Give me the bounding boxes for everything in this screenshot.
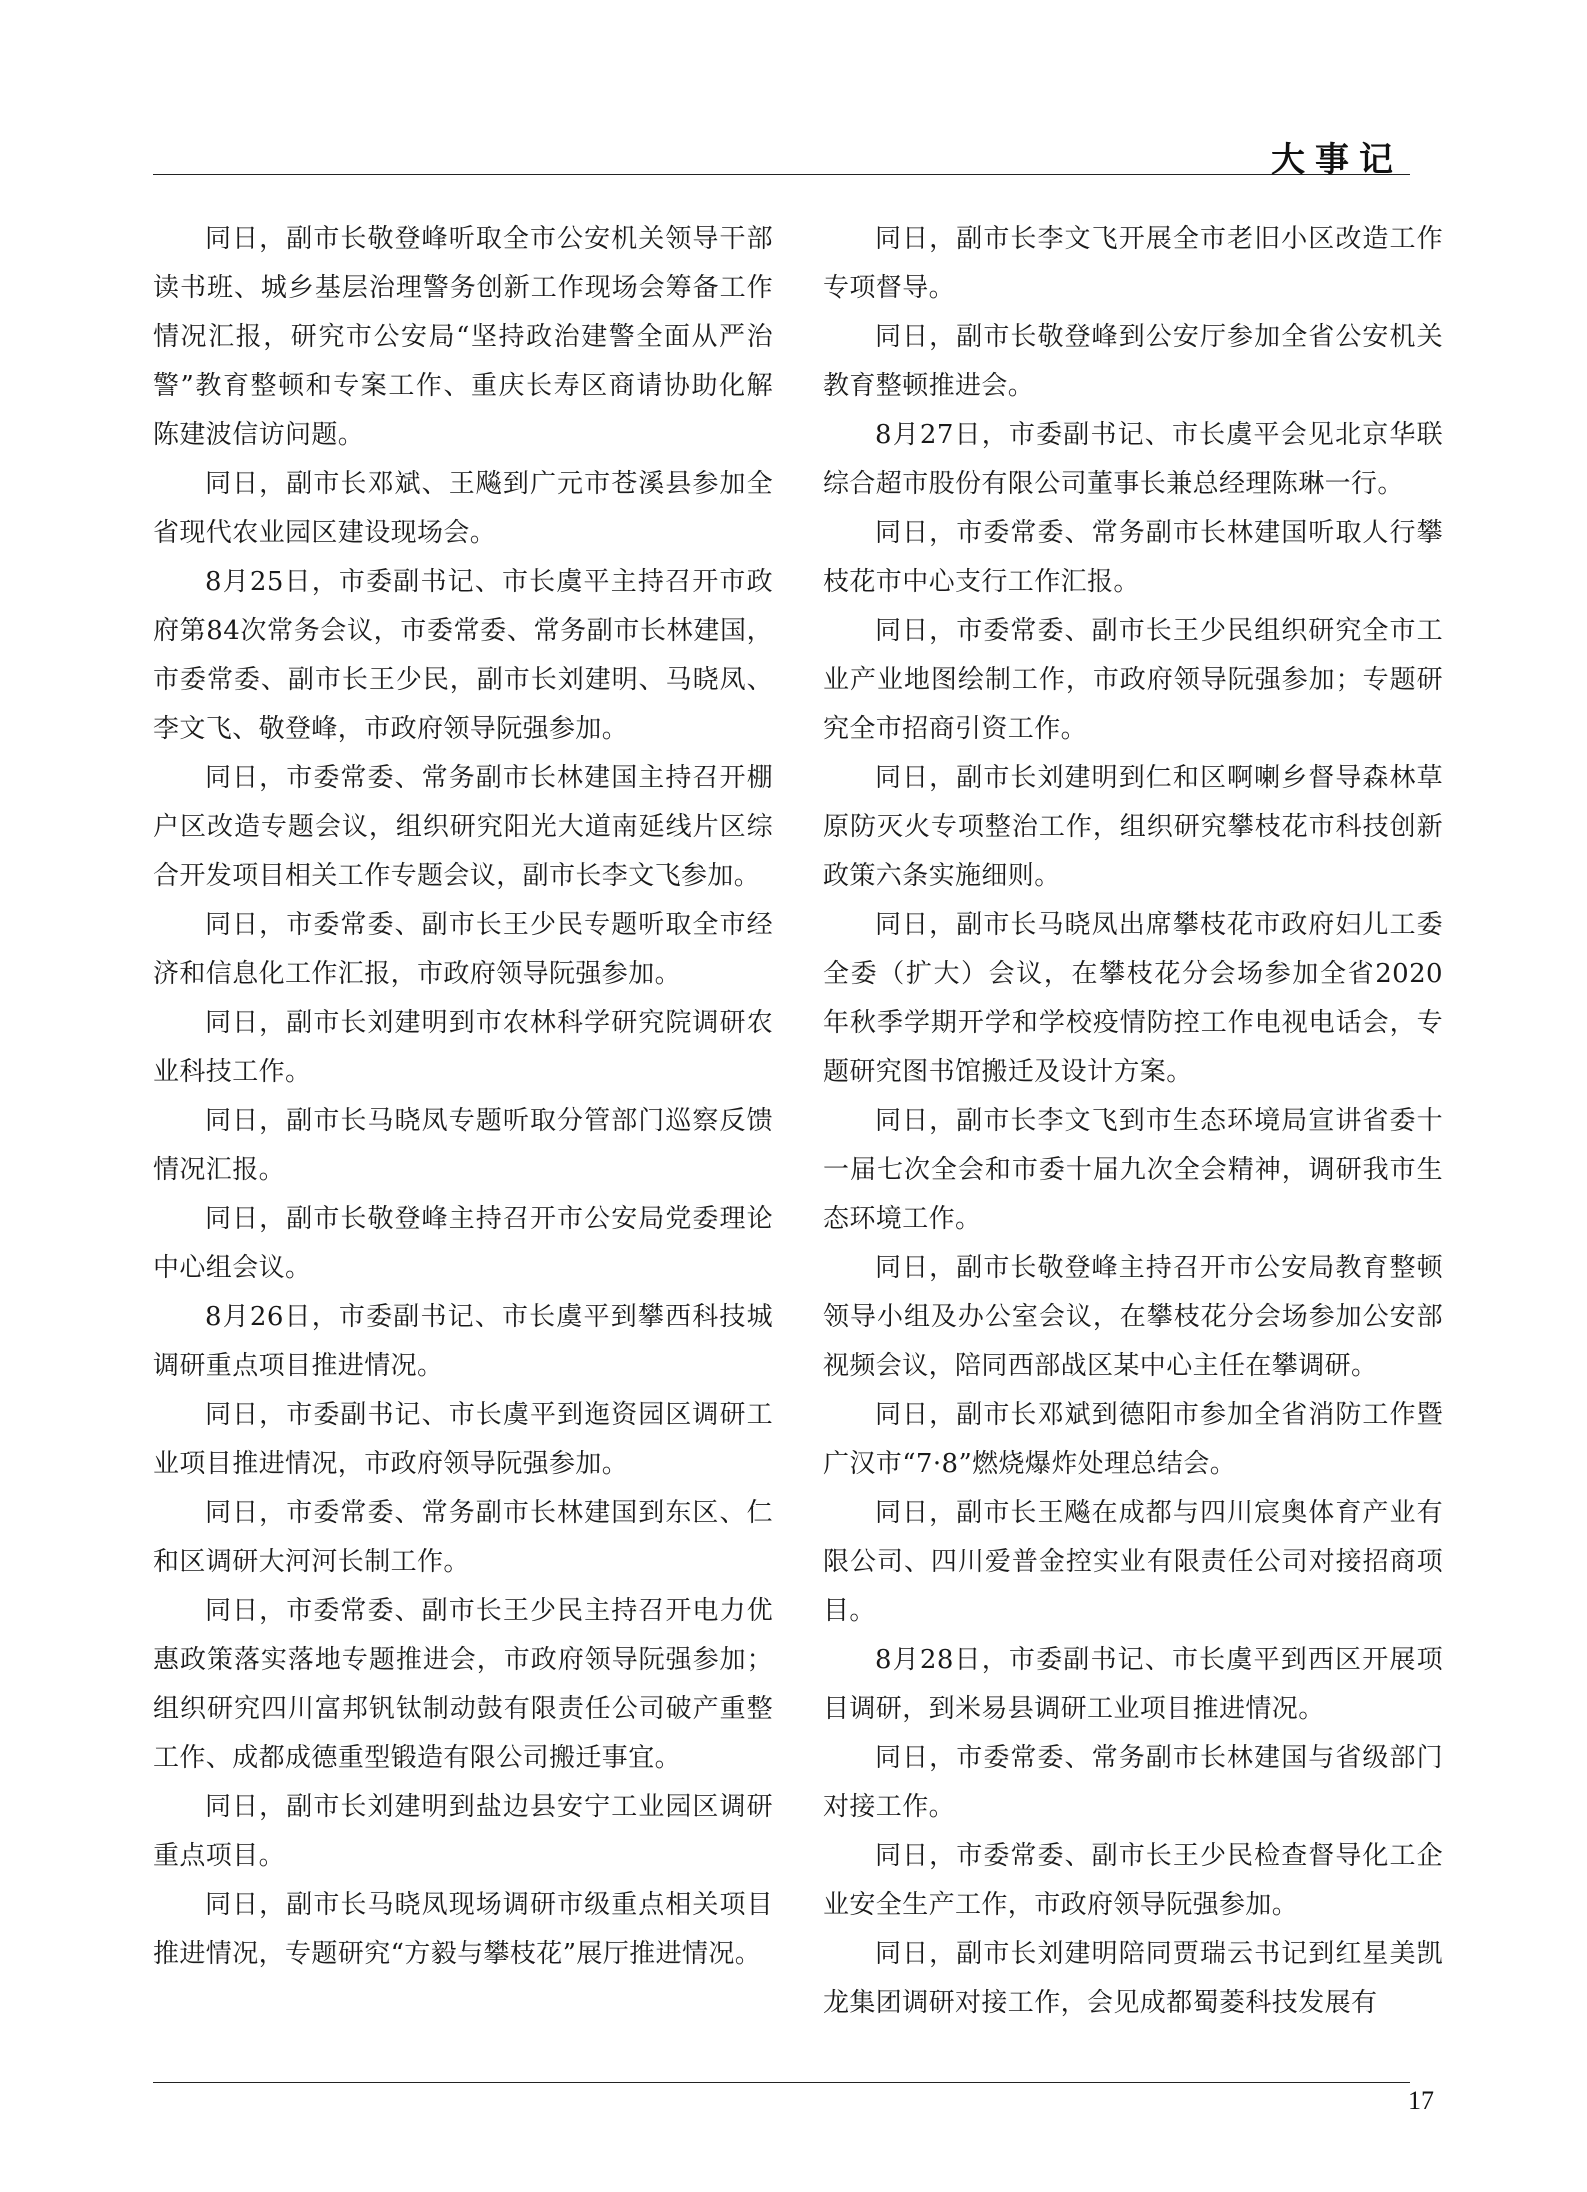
paragraph: 同日，副市长刘建明到盐边县安宁工业园区调研重点项目。 bbox=[153, 1792, 773, 1871]
paragraph: 同日，副市长邓斌到德阳市参加全省消防工作暨广汉市“7·8”燃烧爆炸处理总结会。 bbox=[823, 1400, 1443, 1479]
paragraph: 同日，副市长敬登峰主持召开市公安局党委理论中心组会议。 bbox=[153, 1204, 773, 1283]
paragraph: 同日，副市长马晓凤专题听取分管部门巡察反馈情况汇报。 bbox=[153, 1106, 773, 1185]
paragraph: 同日，副市长李文飞到市生态环境局宣讲省委十一届七次全会和市委十届九次全会精神，调研我市生态环境工作。 bbox=[823, 1106, 1443, 1234]
paragraph: 同日，市委常委、副市长王少民主持召开电力优惠政策落实落地专题推进会，市政府领导阮强参加；组织研究四川富邦钒钛制动鼓有限责任公司破产重整工作、成都成德重型锻造有限公司搬迁事宜。 bbox=[153, 1596, 773, 1773]
paragraph: 同日，副市长马晓凤出席攀枝花市政府妇儿工委全委（扩大）会议，在攀枝花分会场参加全省2020年秋季学期开学和学校疫情防控工作电视电话会，专题研究图书馆搬迁及设计方案。 bbox=[823, 910, 1443, 1087]
paragraph: 同日，副市长敬登峰到公安厅参加全省公安机关教育整顿推进会。 bbox=[823, 322, 1443, 401]
paragraph: 同日，副市长王飚在成都与四川宸奥体育产业有限公司、四川爱普金控实业有限责任公司对接招商项目。 bbox=[823, 1498, 1443, 1626]
paragraph: 同日，副市长李文飞开展全市老旧小区改造工作专项督导。 bbox=[823, 224, 1443, 303]
paragraph: 同日，副市长刘建明陪同贾瑞云书记到红星美凯龙集团调研对接工作，会见成都蜀菱科技发展有 bbox=[823, 1939, 1443, 2018]
paragraph: 同日，市委常委、常务副市长林建国到东区、仁和区调研大河河长制工作。 bbox=[153, 1498, 773, 1577]
paragraph: 同日，副市长敬登峰主持召开市公安局教育整顿领导小组及办公室会议，在攀枝花分会场参加公安部视频会议，陪同西部战区某中心主任在攀调研。 bbox=[823, 1253, 1443, 1381]
right-column bbox=[823, 215, 1443, 2028]
paragraph: 8月26日，市委副书记、市长虞平到攀西科技城调研重点项目推进情况。 bbox=[153, 1302, 773, 1381]
paragraph: 同日，市委常委、常务副市长林建国听取人行攀枝花市中心支行工作汇报。 bbox=[823, 518, 1443, 597]
paragraph: 8月27日，市委副书记、市长虞平会见北京华联综合超市股份有限公司董事长兼总经理陈琳一行。 bbox=[823, 420, 1443, 499]
paragraph: 同日，副市长敬登峰听取全市公安机关领导干部读书班、城乡基层治理警务创新工作现场会筹备工作情况汇报，研究市公安局“坚持政治建警全面从严治警”教育整顿和专案工作、重庆长寿区商请协助化解陈建波信访问题。 bbox=[153, 224, 773, 450]
section-title: 大事记 bbox=[1271, 140, 1403, 180]
paragraph: 同日，副市长刘建明到仁和区啊喇乡督导森林草原防灭火专项整治工作，组织研究攀枝花市科技创新政策六条实施细则。 bbox=[823, 763, 1443, 891]
paragraph: 8月28日，市委副书记、市长虞平到西区开展项目调研，到米易县调研工业项目推进情况。 bbox=[823, 1645, 1443, 1724]
paragraph: 同日，副市长马晓凤现场调研市级重点相关项目推进情况，专题研究“方毅与攀枝花”展厅推进情况。 bbox=[153, 1890, 773, 1969]
paragraph: 同日，市委常委、副市长王少民专题听取全市经济和信息化工作汇报，市政府领导阮强参加。 bbox=[153, 910, 773, 989]
paragraph: 同日，副市长邓斌、王飚到广元市苍溪县参加全省现代农业园区建设现场会。 bbox=[153, 469, 773, 548]
paragraph: 同日，市委副书记、市长虞平到迤资园区调研工业项目推进情况，市政府领导阮强参加。 bbox=[153, 1400, 773, 1479]
page-number: 17 bbox=[1408, 2086, 1434, 2115]
paragraph: 同日，市委常委、副市长王少民组织研究全市工业产业地图绘制工作，市政府领导阮强参加；专题研究全市招商引资工作。 bbox=[823, 616, 1443, 744]
header-divider bbox=[153, 174, 1410, 175]
paragraph: 8月25日，市委副书记、市长虞平主持召开市政府第84次常务会议，市委常委、常务副市长林建国，市委常委、副市长王少民，副市长刘建明、马晓凤、李文飞、敬登峰，市政府领导阮强参加。 bbox=[153, 567, 773, 744]
paragraph: 同日，市委常委、常务副市长林建国主持召开棚户区改造专题会议，组织研究阳光大道南延线片区综合开发项目相关工作专题会议，副市长李文飞参加。 bbox=[153, 763, 773, 891]
left-column bbox=[153, 215, 773, 1979]
paragraph: 同日，副市长刘建明到市农林科学研究院调研农业科技工作。 bbox=[153, 1008, 773, 1087]
footer-divider bbox=[153, 2082, 1410, 2083]
paragraph: 同日，市委常委、副市长王少民检查督导化工企业安全生产工作，市政府领导阮强参加。 bbox=[823, 1841, 1443, 1920]
paragraph: 同日，市委常委、常务副市长林建国与省级部门对接工作。 bbox=[823, 1743, 1443, 1822]
